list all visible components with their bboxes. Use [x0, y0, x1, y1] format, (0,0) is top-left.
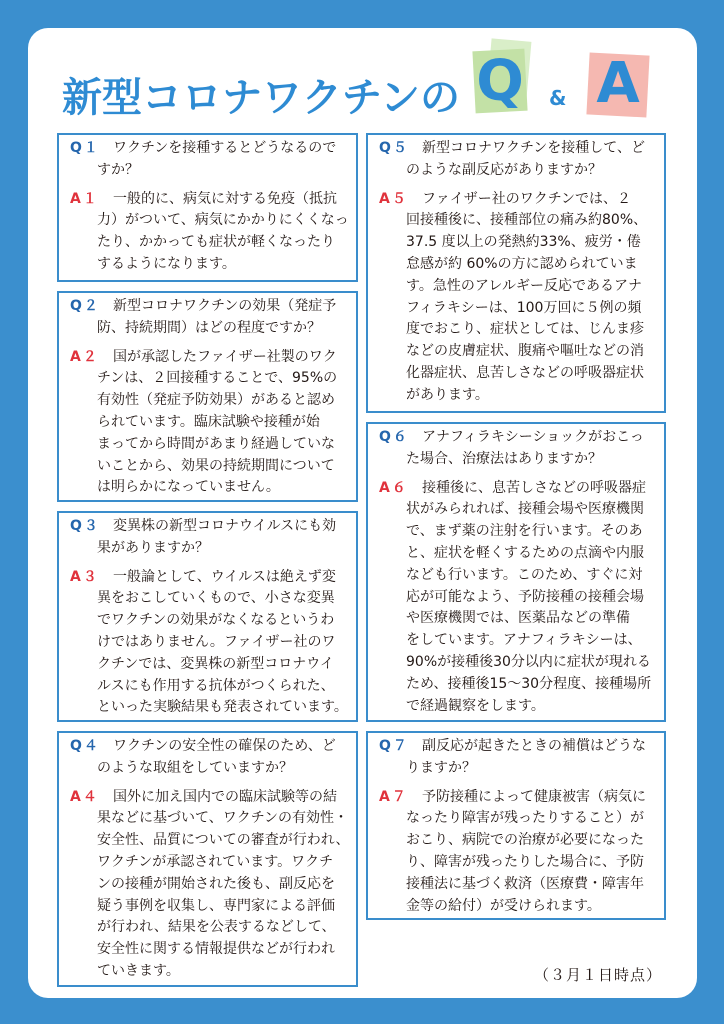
question: [59, 138, 356, 182]
answer-line: なども行います。このため、すぐに対: [406, 566, 643, 583]
answer-line: 接種法に基づく救済（医療費・障害年: [406, 875, 644, 892]
answer-line: 度でおこり、症状としては、じんま疹: [406, 321, 644, 338]
answer-line: 有効性（発症予防効果）があると認め: [97, 392, 335, 409]
answer-line: ンの接種が開始された後も、副反応を: [97, 875, 335, 892]
answer-line: 予防接種によって健康被害（病気に: [422, 788, 646, 805]
question: [59, 296, 356, 340]
answer-line: で、まず薬の注射を行います。そのあ: [406, 523, 643, 540]
answer-line: クチンでは、変異株の新型コロナウイ: [97, 655, 334, 672]
answer-line: けではありません。ファイザー社のワ: [97, 633, 336, 650]
answer: [368, 189, 664, 407]
question: [59, 516, 356, 560]
qa-box-3: [57, 511, 358, 722]
answer: [368, 787, 664, 918]
question-label: Q４: [70, 738, 100, 754]
answer-line: ていきます。: [97, 962, 180, 979]
answer-line: 国が承認したファイザー社製のワク: [113, 348, 337, 365]
question-text: [406, 427, 664, 471]
answer-line: 疑う事例を収集し、専門家による評価: [97, 897, 335, 914]
answer-line: 回接種後に、接種部位の痛み約80%、: [406, 212, 648, 229]
answer-line: 一般論として、ウイルスは絶えず変: [113, 568, 336, 585]
question-line: 副反応が起きたときの補償はどうな: [422, 738, 646, 754]
question: [368, 138, 664, 182]
answer-line: をしています。アナフィラキシーは、: [406, 632, 642, 649]
answer-line: などの皮膚症状、腹痛や嘔吐などの消: [406, 343, 644, 360]
answer: [368, 478, 664, 718]
answer-line: ファイザー社のワクチンでは、２: [422, 190, 632, 207]
answer-text: [406, 189, 664, 407]
answer-line: 安全性に関する情報提供などが行われ: [97, 941, 335, 958]
answer-line: ワクチンが承認されています。ワクチ: [97, 853, 334, 870]
answer-line: といった実験結果も発表されています。: [97, 699, 348, 716]
question-label: Q７: [379, 738, 409, 754]
answer-line: や医療機関では、医薬品などの準備: [406, 610, 630, 627]
page-title: 新型コロナワクチンの: [62, 75, 460, 121]
q-letter: Q: [476, 49, 524, 114]
answer-label: A７: [379, 788, 408, 805]
answer-label: A４: [70, 788, 99, 805]
answer-label: A２: [70, 348, 99, 365]
answer-text: [406, 787, 664, 918]
question-label: Q２: [70, 298, 100, 314]
answer-line: 怠感が約 60%の方に認められていま: [406, 255, 638, 272]
qa-box-5: [366, 133, 666, 413]
qa-box-4: [57, 731, 358, 987]
a-letter: A: [596, 51, 640, 116]
answer-line: 国外に加え国内での臨床試験等の結: [113, 788, 337, 805]
question-label: Q１: [70, 140, 100, 156]
question-line: 果がありますか？: [97, 539, 209, 556]
question-text: [97, 516, 356, 560]
answer-text: [406, 478, 664, 718]
answer-line: 金等の給付）が受けられます。: [406, 897, 601, 914]
answer-line: と、症状を軽くするための点滴や内服: [406, 544, 644, 561]
question-label: Q５: [379, 140, 409, 156]
question-line: 変異株の新型コロナウイルスにも効: [113, 518, 337, 534]
answer-line: いことから、効果の持続期間について: [97, 457, 335, 474]
question-line: アナフィラキシーショックがおこっ: [422, 429, 644, 445]
question-line: のような副反応がありますか？: [406, 161, 602, 178]
answer-line: り、障害が残ったりした場合に、予防: [406, 853, 644, 870]
answer-line: 異をおこしていくもので、小さな変異: [97, 590, 335, 607]
question-line: のような取組をしていますか？: [97, 759, 293, 776]
answer-line: 37.5 度以上の発熱約33%、疲労・倦: [406, 234, 641, 251]
answer-line: ルスにも作用する抗体がつくられた、: [97, 677, 335, 694]
ampersand: &: [549, 86, 567, 110]
answer-line: フィラキシーは、100万回に５例の頻: [406, 299, 642, 316]
answer-line: するようになります。: [97, 255, 236, 272]
answer-line: 接種後に、息苦しさなどの呼吸器症: [422, 479, 646, 496]
question-line: すか？: [97, 161, 139, 178]
answer-line: なったり障害が残ったりすること）が: [406, 810, 644, 827]
answer-line: ため、接種後15～30分程度、接種場所: [406, 675, 652, 692]
question-label: Q３: [70, 518, 100, 534]
answer-text: [97, 567, 356, 720]
answer-label: A１: [70, 190, 99, 207]
question-text: [406, 138, 664, 182]
question: [368, 427, 664, 471]
question-line: 新型コロナワクチンを接種して、ど: [422, 140, 646, 156]
question-line: 防、持続期間）はどの程度ですか？: [97, 319, 321, 336]
answer: [59, 189, 356, 276]
answer-text: [97, 347, 356, 500]
question-line: りますか？: [406, 759, 476, 776]
question-line: ワクチンを接種するとどうなるので: [113, 140, 337, 156]
answer-line: られています。臨床試験や接種が始: [97, 413, 320, 430]
answer-line: でワクチンの効果がなくなるというわ: [97, 612, 335, 629]
answer-line: 一般的に、病気に対する免疫（抵抗: [113, 190, 337, 207]
answer-line: が行われ、結果を公表するなどして、: [97, 919, 336, 936]
answer-line: 力）がついて、病気にかかりにくくなっ: [97, 212, 349, 229]
answer: [59, 787, 356, 983]
answer-line: は明らかになっていません。: [97, 479, 280, 496]
as-of-date-note: （３月１日時点）: [533, 966, 662, 984]
answer-text: [97, 787, 356, 983]
qa-box-2: [57, 291, 358, 502]
answer-label: A３: [70, 568, 99, 585]
question: [368, 736, 664, 780]
answer-line: 果などに基づいて、ワクチンの有効性・: [97, 810, 349, 827]
answer-line: があります。: [406, 386, 489, 403]
qa-box-6: [366, 422, 666, 722]
answer-line: で経過観察をします。: [406, 697, 545, 714]
question-text: [406, 736, 664, 780]
answer: [59, 347, 356, 500]
answer-text: [97, 189, 356, 276]
answer-line: 安全性、品質についての審査が行われ、: [97, 832, 350, 849]
answer-line: チンは、２回接種することで、95%の: [97, 370, 338, 387]
question-text: [97, 138, 356, 182]
answer-label: A５: [379, 190, 408, 207]
answer-line: 状がみられれば、接種会場や医療機関: [406, 501, 644, 518]
answer-line: まってから時間があまり経過していな: [97, 435, 335, 452]
answer-line: 化器症状、息苦しさなどの呼吸器症状: [406, 364, 644, 381]
answer-line: たり、かかっても症状が軽くなったり: [97, 234, 335, 251]
answer-line: 応が可能なよう、予防接種の接種会場: [406, 588, 644, 605]
question-text: [97, 736, 356, 780]
question-line: 新型コロナワクチンの効果（発症予: [113, 298, 337, 314]
question-text: [97, 296, 356, 340]
qa-box-1: [57, 133, 358, 282]
question-line: た場合、治療法はありますか？: [406, 450, 602, 467]
question-label: Q６: [379, 429, 409, 445]
answer-line: す。急性のアレルギー反応であるアナ: [406, 277, 642, 294]
answer: [59, 567, 356, 720]
answer-line: 90%が接種後30分以内に症状が現れる: [406, 653, 651, 670]
question-line: ワクチンの安全性の確保のため、ど: [113, 738, 336, 754]
question: [59, 736, 356, 780]
answer-label: A６: [379, 479, 408, 496]
qa-box-7: [366, 731, 666, 920]
answer-line: おこり、病院での治療が必要になった: [406, 832, 644, 849]
